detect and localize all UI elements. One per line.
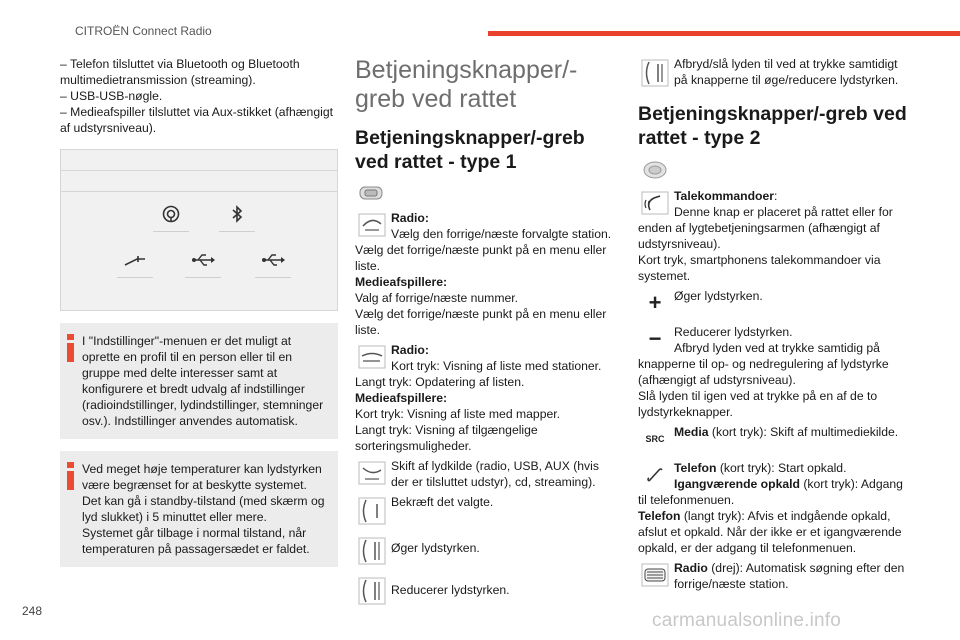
steering-volume-up-icon [355,534,389,568]
media-label-2: Medieafspillere: [355,391,448,405]
steering-mute-icon [638,56,672,90]
subsection-title-type1: Betjeningsknapper/-greb ved rattet - type 1 [355,127,585,173]
call-label: Igangværende opkald [674,477,800,491]
plus-icon: + [648,290,662,315]
phone-long-label: Telefon [638,509,681,523]
src-icon: SRC [645,434,665,444]
info-icon [67,334,74,362]
volume-up-text: Øger lydstyrken. [391,541,480,555]
info-box-temperature [60,451,338,567]
media-label: Medieafspillere: [355,275,448,289]
entry-mute [638,56,910,92]
confirm-text: Bekræft det valgte. [391,495,494,509]
minus-text-3: Slå lyden til igen ved at trykke på en af de to lydstyrkeknapper. [638,389,878,419]
radio-preset-text-2: Vælg det forrige/næste punkt på en menu eller liste. [355,243,607,273]
radio-preset-text: Vælg den forrige/næste forvalgte station. [391,227,612,241]
watermark: carmanualsonline.info [652,610,842,631]
entry-radio-rotate [638,560,910,592]
info-text-settings: I "Indstillinger"-menuen er det muligt at oprette en profil til en person eller til en gruppe med delte interesser samt at konfigurere et bredt udvalg af indstillinger (radioindstillinger, lydindstillinger, stemninger osv.). Indstillinger anvendes automatisk. [82,334,324,428]
steering-control-illustration [355,182,617,206]
entry-media [638,424,910,456]
radio-text: (drej): Automatisk søgning efter den forrige/næste station. [674,561,905,591]
steering-confirm-icon [355,494,389,528]
plus-text: Øger lydstyrken. [674,289,763,303]
page-number: 248 [22,604,43,618]
radio-label-2: Radio: [391,343,429,357]
voice-label: Talekommandoer [674,189,775,203]
column-3 [638,56,910,592]
info-text-temperature-2: Systemet går tilbage i normal tilstand, når temperaturen på passagersædet er faldet. [82,526,310,556]
entry-source [355,458,617,490]
entry-plus [638,288,910,320]
media-folder-text-2: Langt tryk: Visning af tilgængelige sorteringsmuligheder. [355,423,538,453]
entry-volume-up [355,534,617,570]
radio-label: Radio [674,561,708,575]
minus-text-2: Afbryd lyden ved at trykke samtidig på knapperne til op- og nedregulering af lydstyrke (afhængigt af udstyrsniveau). [638,341,889,387]
steering-knob-up-icon [355,210,389,240]
minus-text: Reducerer lydstyrken. [674,325,793,339]
entry-minus [638,324,910,420]
bluetooth-icon [219,202,255,226]
steering-wheel-illustration [638,158,910,184]
phone-text: (kort tryk): Start opkald. [716,461,847,475]
column-1 [60,56,338,567]
usb-icon-1 [185,248,221,272]
source-line-usb: – USB-USB-nøgle. [60,89,163,103]
phone-icon [638,460,672,490]
carplay-icon [153,202,189,226]
screen-band-second [61,171,337,192]
volume-down-text: Reducerer lydstyrken. [391,583,510,597]
aux-cable-icon [117,248,153,272]
source-line-aux: – Medieafspiller tilsluttet via Aux-stikket (afhængigt af udstyrsniveau). [60,105,333,135]
radio-list-text-2: Langt tryk: Opdatering af listen. [355,375,525,389]
media-track-text: Valg af forrige/næste nummer. [355,291,519,305]
minus-icon: − [648,326,662,351]
entry-radio-preset [355,210,617,338]
section-title: Betjeningsknapper/-greb ved rattet [355,56,578,113]
voice-text-2: Kort tryk, smartphonens talekommandoer via systemet. [638,253,881,283]
voice-text: Denne knap er placeret på rattet eller for enden af lygtebetjeningsarmen (afhængigt af udstyrsniveau). [638,205,893,251]
voice-command-icon [638,188,672,218]
screen-band-top [61,150,337,171]
info-box-settings [60,323,338,439]
radio-label: Radio: [391,211,429,225]
phone-long-text: (langt tryk): Afvis et indgående opkald, afslut et opkald. Når der ikke er et igangværende opkald, er der adgang til telefonmenuen. [638,509,902,555]
subsection-title-type2: Betjeningsknapper/-greb ved rattet - type 2 [638,103,907,149]
header-accent-bar [488,31,960,36]
media-label: Media [674,425,709,439]
entry-phone [638,460,910,556]
info-icon [67,462,74,490]
source-line-bluetooth: – Telefon tilsluttet via Bluetooth og Bluetooth multimedietransmission (streaming). [60,57,300,87]
call-text: (kort tryk): Adgang til telefonmenuen. [638,477,903,507]
phone-label: Telefon [674,461,717,475]
usb-icon-2 [255,248,291,272]
entry-confirm [355,494,617,530]
radio-list-text: Kort tryk: Visning af liste med stationer. [391,359,602,373]
source-text: Skift af lydkilde (radio, USB, AUX (hvis der er tilsluttet udstyr), cd, streaming). [391,459,599,489]
steering-knob-press-icon [355,342,389,372]
steering-wheel-icon [638,158,672,182]
entry-voice: Talekommandoer: Denne knap er placeret på rattet eller for enden af lygtebetjeningsarmen (afhængigt af udstyrsniveau). Kort tryk, smartphonens talekommandoer via systemet. [638,188,910,284]
media-text: (kort tryk): Skift af multimediekilde. [708,425,899,439]
media-folder-text: Kort tryk: Visning af liste med mapper. [355,407,561,421]
thumbwheel-icon [638,560,672,590]
steering-switch-icon [355,182,389,204]
steering-source-icon [355,458,389,488]
info-text-temperature: Ved meget høje temperaturer kan lydstyrken være begrænset for at beskytte systemet. Det kan gå i standby-tilstand (med skærm og lyd slukket) i 5 minuttet eller mere. [82,462,325,524]
source-selection-screen [60,149,338,311]
media-track-text-2: Vælg det forrige/næste punkt på en menu eller liste. [355,307,607,337]
mute-text: Afbryd/slå lyden til ved at trykke samtidigt på knapperne til øge/reducere lydstyrken. [674,57,899,87]
entry-radio-list [355,342,617,454]
header-title: CITROËN Connect Radio [75,24,212,38]
steering-volume-down-icon [355,574,389,608]
column-2 [355,56,617,610]
entry-volume-down [355,574,617,610]
